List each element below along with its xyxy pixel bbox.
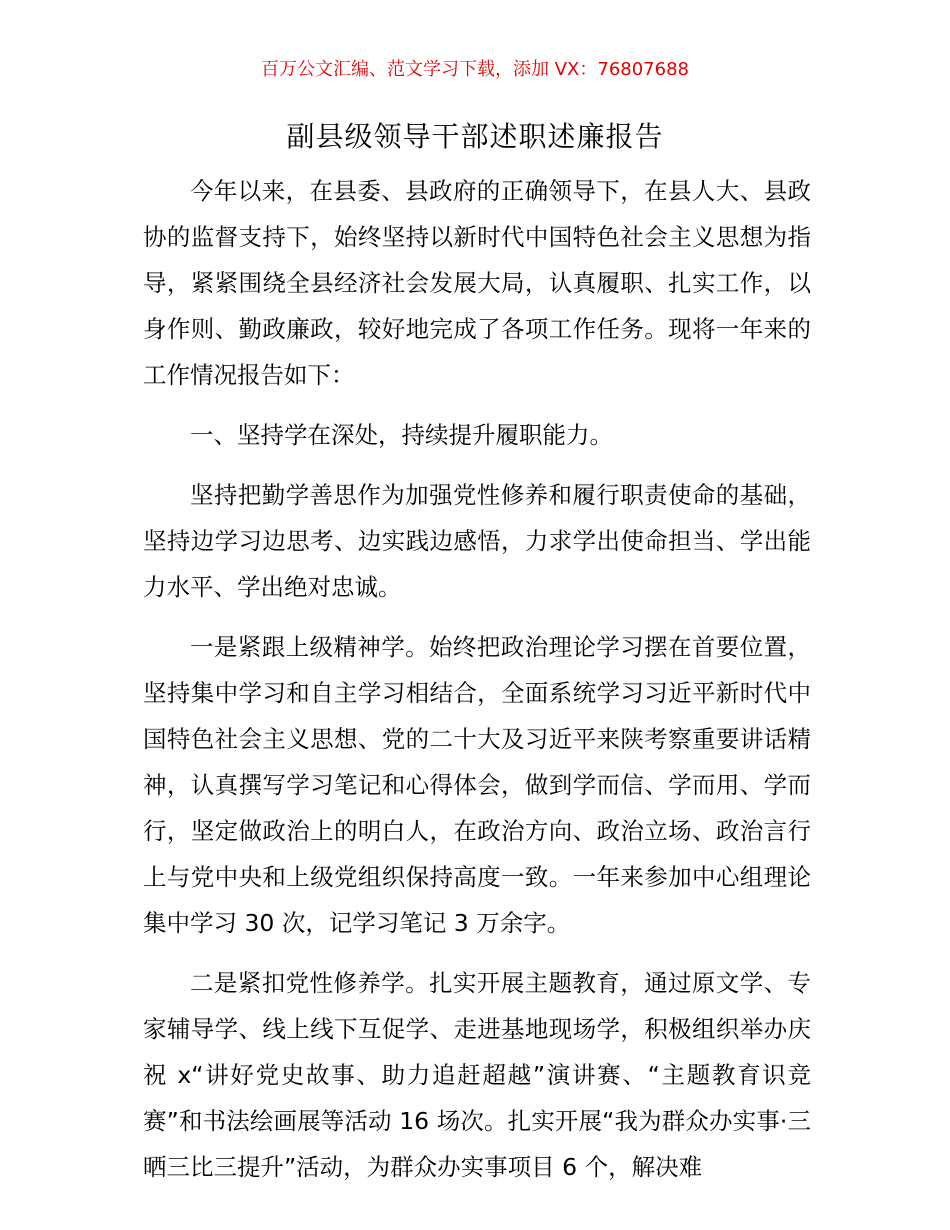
document-body [143,168,811,1204]
section-heading-1: 一、坚持学在深处，持续提升履职能力。 [190,421,613,449]
document-title: 副县级领导干部述职述廉报告 [286,120,664,153]
paragraph-intro: 今年以来，在县委、县政府的正确领导下，在县人大、县政协的监督支持下，始终坚持以新时代中国特色社会主义思想为指导，紧紧围绕全县经济社会发展大局，认真履职、扎实工作，以身作则、勤政廉政，较好地完成了各项工作任务。现将一年来的工作情况报告如下： [143,177,811,389]
header-note: 百万公文汇编、范文学习下载，添加 VX：76807688 [261,59,689,80]
paragraph-point-1: 一是紧跟上级精神学。始终把政治理论学习摆在首要位置，坚持集中学习和自主学习相结合，全面系统学习习近平新时代中国特色社会主义思想、党的二十大及习近平来陕考察重要讲话精神，认真撰写学习笔记和心得体会，做到学而信、学而用、学而行，坚定做政治上的明白人，在政治方向、政治立场、政治言行上与党中央和上级党组织保持高度一致。一年来参加中心组理论集中学习 30 次，记学习笔记 3 万余字。 [143,633,811,937]
paragraph-section-1-summary: 坚持把勤学善思作为加强党性修养和履行职责使命的基础，坚持边学习边思考、边实践边感悟，力求学出使命担当、学出能力水平、学出绝对忠诚。 [143,481,811,601]
paragraph-point-2: 二是紧扣党性修养学。扎实开展主题教育，通过原文学、专家辅导学、线上线下互促学、走进基地现场学，积极组织举办庆祝 x“讲好党史故事、助力追赶超越”演讲赛、“主题教育识竞赛”和书法绘画展等活动 16 场次。扎实开展“我为群众办实事·三晒三比三提升”活动，为群众办实事项目 6 个，解决难 [143,969,811,1181]
